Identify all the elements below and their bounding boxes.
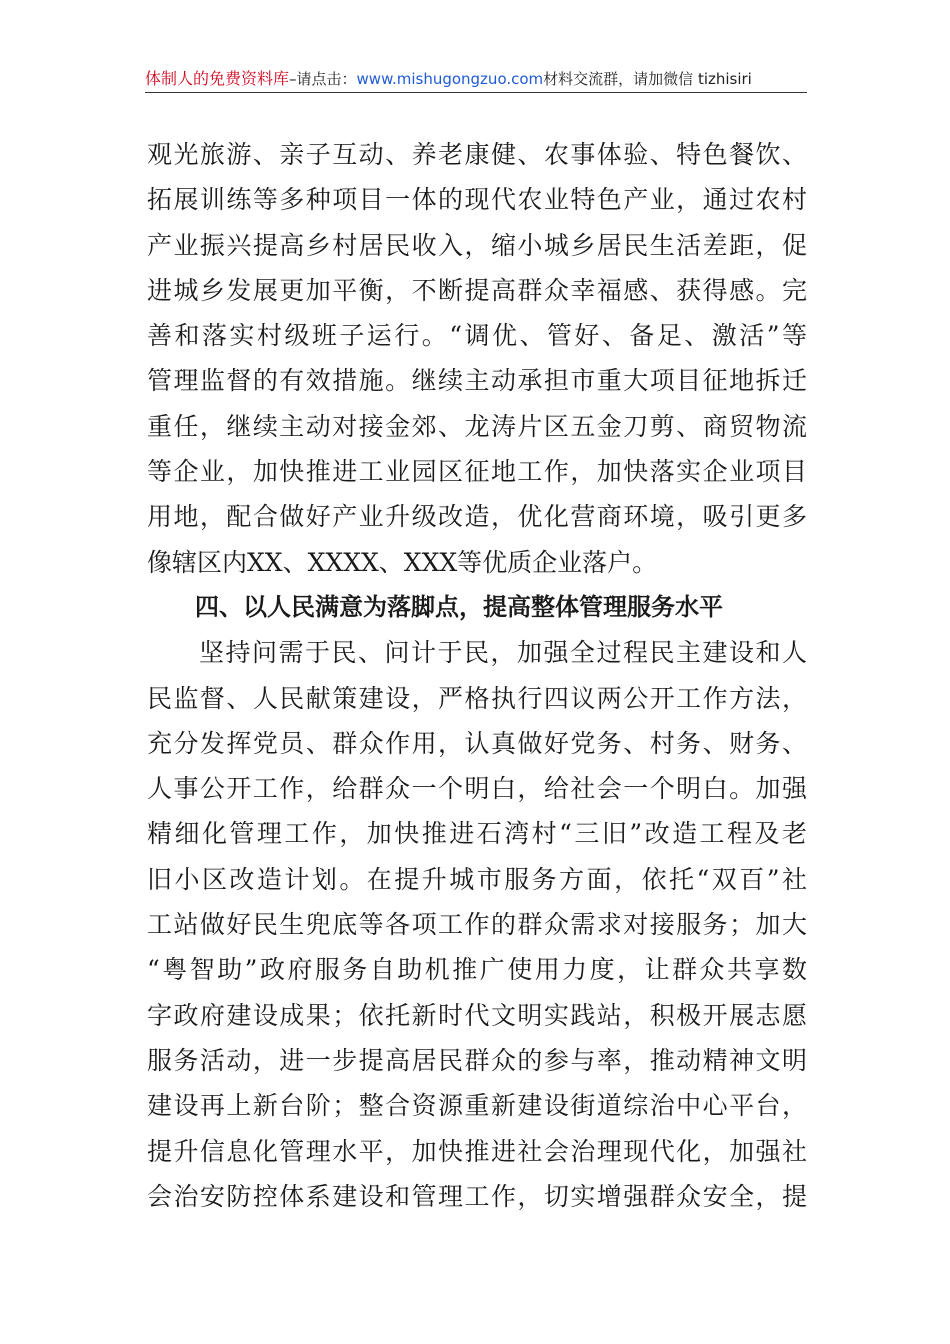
paragraph-line: 工站做好民生兜底等各项工作的群众需求对接服务；加大 [147, 910, 807, 940]
paragraph-line: 民监督、人民献策建设，严格执行四议两公开工作方法， [147, 683, 807, 713]
page-header [145, 66, 807, 93]
paragraph-line: 坚持问需于民、问计于民，加强全过程民主建设和人 [199, 638, 807, 668]
paragraph-line: 提升信息化管理水平，加快推进社会治理现代化，加强社 [147, 1136, 807, 1166]
paragraph-line: 重任，继续主动对接金郊、龙涛片区五金刀剪、商贸物流 [147, 411, 807, 441]
paragraph-line: 用地，配合做好产业升级改造，优化营商环境，吸引更多 [147, 502, 807, 532]
paragraph-line: 旧小区改造计划。在提升城市服务方面，依托“双百”社 [147, 864, 807, 894]
paragraph-line: 服务活动，进一步提高居民群众的参与率，推动精神文明 [147, 1045, 807, 1075]
paragraph-line: 观光旅游、亲子互动、养老康健、农事体验、特色餐饮、 [147, 140, 807, 169]
header-brand: 体制人的免费资料库 [145, 69, 290, 88]
paragraph-line: 建设再上新台阶；整合资源重新建设街道综治中心平台， [147, 1091, 807, 1121]
paragraph-line: 字政府建设成果；依托新时代文明实践站，积极开展志愿 [147, 1000, 807, 1030]
document-body [147, 132, 807, 1219]
paragraph-line: 会治安防控体系建设和管理工作，切实增强群众安全，提 [147, 1181, 807, 1211]
paragraph-line: 精细化管理工作，加快推进石湾村“三旧”改造工程及老 [147, 819, 807, 849]
header-cta: –请点击： [289, 70, 357, 88]
paragraph-line: 进城乡发展更加平衡，不断提高群众幸福感、获得感。完 [147, 275, 807, 305]
header-link[interactable]: www.mishugongzuo.com [356, 70, 544, 88]
paragraph-line: 充分发挥党员、群众作用，认真做好党务、村务、财务、 [147, 728, 807, 758]
paragraph-line: 像辖区内XX、XXXX、XXX等优质企业落户。 [147, 547, 658, 577]
paragraph-line: 善和落实村级班子运行。“调优、管好、备足、激活”等 [147, 321, 807, 351]
header-tail: 材料交流群，请加微信 tizhisiri [543, 70, 752, 88]
paragraph-line: 管理监督的有效措施。继续主动承担市重大项目征地拆迁 [147, 366, 807, 396]
paragraph-line: 等企业，加快推进工业园区征地工作，加快落实企业项目 [147, 457, 807, 487]
section-heading: 四、以人民满意为落脚点，提高整体管理服务水平 [195, 592, 723, 621]
paragraph-line: “粤智助”政府服务自助机推广使用力度，让群众共享数 [147, 955, 807, 985]
paragraph-line: 人事公开工作，给群众一个明白，给社会一个明白。加强 [147, 774, 807, 804]
paragraph-line: 产业振兴提高乡村居民收入，缩小城乡居民生活差距，促 [147, 230, 807, 260]
paragraph-line: 拓展训练等多种项目一体的现代农业特色产业，通过农村 [147, 185, 807, 215]
